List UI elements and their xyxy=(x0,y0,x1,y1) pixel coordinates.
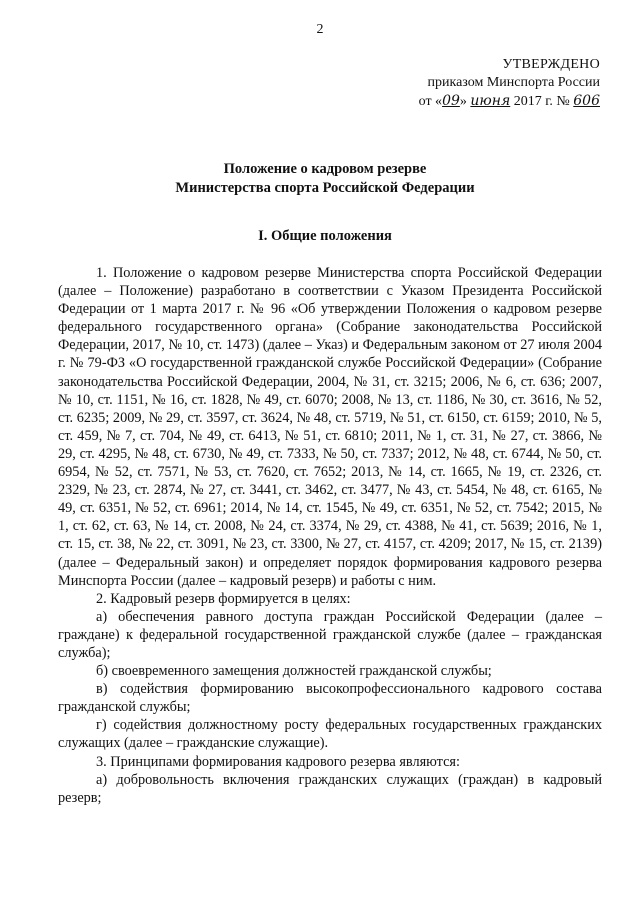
paragraph: б) своевременного замещения должностей гражданской службы; xyxy=(96,663,492,680)
date-day: 09 xyxy=(442,93,460,109)
paragraph: в) содействия формированию высокопрофессионального кадрового состава гражданской службы; xyxy=(58,681,602,716)
date-month: июня xyxy=(470,93,511,109)
date-prefix: от « xyxy=(418,94,443,109)
order-line: приказом Минспорта России xyxy=(427,75,600,90)
date-close: » xyxy=(459,94,467,109)
document-body xyxy=(58,264,602,807)
section-heading: I. Общие положения xyxy=(258,228,392,244)
paragraph: 2. Кадровый резерв формируется в целях: xyxy=(96,590,351,607)
order-date-line xyxy=(380,92,600,111)
order-number: 606 xyxy=(573,93,600,109)
page-number: 2 xyxy=(316,22,324,37)
paragraph: 1. Положение о кадровом резерве Министерства спорта Российской Федерации (далее – Положение) разработано в соответствии с Указом Президента Российской Федерации от 1 марта 2017 г. № 96 «Об утверждении Положения о кадровом резерве федерального государственного органа» (Собрание законодательства Российской Федерации, 2017, № 10, ст. 1473) (далее – Указ) и Федеральным законом от 27 июля 2004 г. № 79-ФЗ «О государственной гражданской службе Российской Федерации» (Собрание законодательства Российской Федерации, 2004, № 31, ст. 3215; 2006, № 6, ст. 636; 2007, № 10, ст. 1151, № 16, ст. 1828, № 49, ст. 6070; 2008, № 13, ст. 1186, № 30, ст. 3616, № 52, ст. 6235; 2009, № 29, ст. 3597, ст. 3624, № 48, ст. 5719, № 51, ст. 6150, ст. 6159; 2010, № 5, ст. 459, № 7, ст. 704, № 49, ст. 6413, № 51, ст. 6810; 2011, № 1, ст. 31, № 27, ст. 3866, № 29, ст. 4295, № 48, ст. 6730, № 49, ст. 7333, № 50, ст. 7337; 2012, № 48, ст. 6744, № 50, ст. 6954, № 52, ст. 7571, № 53, ст. 7620, ст. 7652; 2013, № 14, ст. 1665, № 19, ст. 2326, ст. 2329, № 23, ст. 2874, № 27, ст. 3441, ст. 3462, ст. 3477, № 43, ст. 5454, № 48, ст. 6165, № 49, ст. 6351, № 52, ст. 6961; 2014, № 14, ст. 1545, № 49, ст. 6351, № 52, ст. 7542; 2015, № 1, ст. 62, ст. 63, № 14, ст. 2008, № 24, ст. 3374, № 29, ст. 4388, № 41, ст. 5639; 2016, № 1, ст. 15, ст. 38, № 22, ст. 3091, № 23, ст. 3300, № 27, ст. 4157, ст. 4209; 2017, № 15, ст. 2139) (далее – Федеральный закон) и определяет порядок формирования кадрового резерва Минспорта России (далее – кадровый резерв) и работы с ним. xyxy=(58,265,602,589)
approved-label: УТВЕРЖДЕНО xyxy=(502,57,600,72)
paragraph: 3. Принципами формирования кадрового резерва являются: xyxy=(96,753,460,770)
paragraph: г) содействия должностному росту федеральных государственных гражданских служащих (далее – гражданские служащие). xyxy=(58,717,602,752)
paragraph: а) добровольность включения гражданских служащих (граждан) в кадровый резерв; xyxy=(58,771,602,806)
document-title xyxy=(60,160,590,198)
title-line-2: Министерства спорта Российской Федерации xyxy=(175,180,475,196)
date-year: 2017 г. № xyxy=(513,94,570,109)
paragraph: а) обеспечения равного доступа граждан Российской Федерации (далее – граждане) к федеральной государственной гражданской службе (далее – гражданская служба); xyxy=(58,608,602,661)
title-line-1: Положение о кадровом резерве xyxy=(223,161,427,177)
approval-stamp xyxy=(380,56,600,111)
